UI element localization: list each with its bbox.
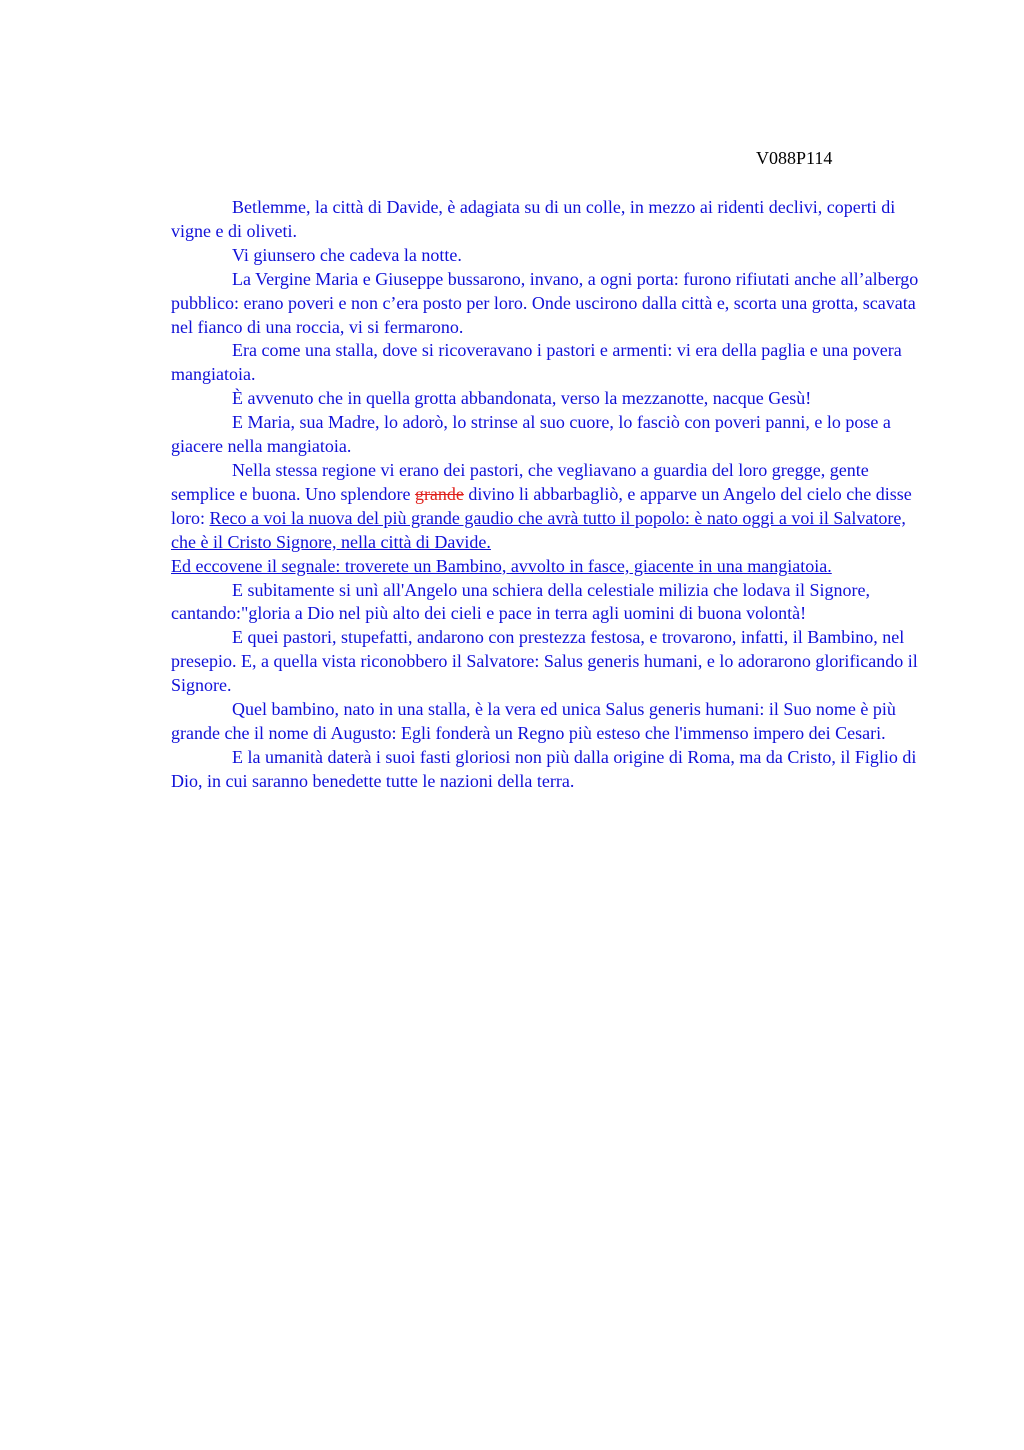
paragraph-adoration: E quei pastori, stupefatti, andarono con prestezza festosa, e trovarono, infatti, il Bambino, nel presepio. E, a quella vista riconobbero il Salvatore: Salus generis humani, e lo adorarono glorificando il Signore. <box>171 627 918 696</box>
shepherds-text: Nella stessa regione vi erano dei pastori, che vegliavano a guardia del loro gregge, gente semplice e buona. Uno splendore <box>171 459 869 504</box>
document-body <box>171 196 931 794</box>
paragraph-shepherds <box>171 459 931 555</box>
paragraph-no-room: La Vergine Maria e Giuseppe bussarono, invano, a ogni porta: furono rifiutati anche all’albergo pubblico: erano poveri e non c’era posto per loro. Onde uscirono dalla città e, scorta una grotta, scavata nel fianco di una roccia, vi si fermarono. <box>171 268 919 337</box>
document-id-label: V088P114 <box>756 148 833 168</box>
paragraph-humanity: E la umanità daterà i suoi fasti gloriosi non più dalla origine di Roma, ma da Cristo, il Figlio di Dio, in cui saranno benedette tutte le nazioni della terra. <box>171 746 917 791</box>
paragraph-manger: E Maria, sua Madre, lo adorò, lo strinse al suo cuore, lo fasciò con poveri panni, e lo pose a giacere nella mangiatoia. <box>171 412 891 457</box>
paragraph-sign <box>171 555 931 579</box>
paragraph-salus: Quel bambino, nato in una stalla, è la vera ed unica Salus generis humani: il Suo nome è più grande che il nome di Augusto: Egli fonderà un Regno più esteso che l'immenso impero dei Cesari. <box>171 699 896 743</box>
shepherds-text-continued: divino li abbarbagliò, e apparve un Angelo del cielo che disse loro: <box>171 483 912 528</box>
paragraph-birth: È avvenuto che in quella grotta abbandonata, verso la mezzanotte, nacque Gesù! <box>232 388 812 409</box>
paragraph-night: Vi giunsero che cadeva la notte. <box>232 244 462 265</box>
paragraph-stable: Era come una stalla, dove si ricoveravano i pastori e armenti: vi era della paglia e una povera mangiatoia. <box>171 340 902 385</box>
angel-quote: Reco a voi la nuova del più grande gaudio che avrà tutto il popolo: è nato oggi a voi il Salvatore, che è il Cristo Signore, nella città di Davide. <box>171 507 906 552</box>
paragraph-heavenly-host: E subitamente si unì all'Angelo una schiera della celestiale milizia che lodava il Signore, cantando:"gloria a Dio nel più alto dei cieli e pace in terra agli uomini di buona volontà! <box>171 579 871 624</box>
sign-quote: Ed eccovene il segnale: troverete un Bambino, avvolto in fasce, giacente in una mangiatoia. <box>171 555 832 576</box>
struck-word: grande <box>414 483 464 504</box>
paragraph-betlemme: Betlemme, la città di Davide, è adagiata su di un colle, in mezzo ai ridenti declivi, coperti di vigne e di oliveti. <box>171 197 896 241</box>
